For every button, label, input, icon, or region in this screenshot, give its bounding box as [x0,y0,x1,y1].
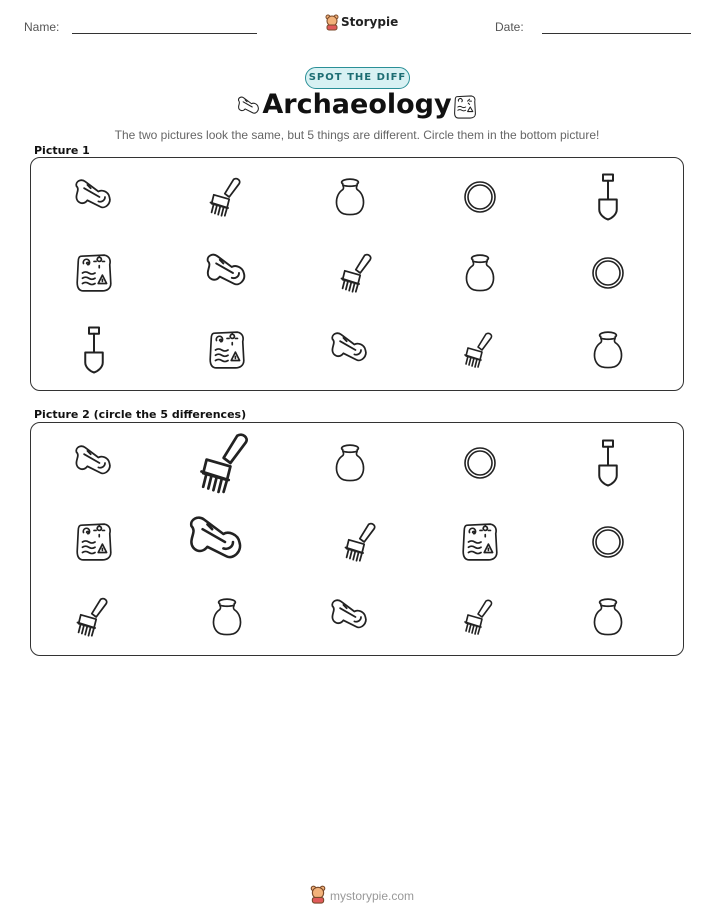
pot-icon[interactable] [587,596,629,638]
shovel-icon[interactable] [583,438,633,488]
stone-tablet-icon[interactable] [459,521,501,563]
pot-icon [329,176,371,218]
instructions-text: The two pictures look the same, but 5 things are different. Circle them in the bottom picture! [114,128,600,142]
stone-tablet-icon[interactable] [73,521,115,563]
brush-icon[interactable] [460,597,500,637]
page-title: Archaeology [262,89,452,120]
footer-website[interactable]: mystorypie.com [330,889,415,903]
pot-icon [587,329,629,371]
pot-icon[interactable] [329,442,371,484]
bone-icon [203,249,251,297]
brush-icon [205,175,249,219]
coin-icon [588,253,628,293]
bone-icon [72,175,116,219]
brush-icon[interactable] [193,429,261,497]
name-label: Name: [24,20,60,34]
coin-icon [460,177,500,217]
bone-icon [328,328,372,372]
date-line[interactable] [542,33,691,34]
footer-bear-mascot-icon [310,885,326,903]
shovel-icon [583,172,633,222]
brush-icon [460,330,500,370]
picture-2-label: Picture 2 (circle the 5 differences) [34,408,247,421]
title-stone-tablet-icon [452,94,478,120]
name-line[interactable] [72,33,257,34]
coin-icon[interactable] [588,522,628,562]
bear-mascot-icon [325,14,339,30]
picture-1-label: Picture 1 [34,144,90,157]
brush-icon [336,251,380,295]
stone-tablet-icon [73,252,115,294]
spot-the-diff-badge: SPOT THE DIFF [305,67,410,89]
bone-icon[interactable] [328,595,372,639]
pot-icon [459,252,501,294]
shovel-icon [69,325,119,375]
brush-icon[interactable] [72,595,116,639]
title-bone-icon [236,94,262,120]
date-label: Date: [495,20,524,34]
bone-icon[interactable] [72,441,116,485]
coin-icon[interactable] [460,443,500,483]
pot-icon[interactable] [206,596,248,638]
brand-name: Storypie [341,15,399,29]
bone-icon[interactable] [185,510,249,574]
brush-icon[interactable] [340,520,384,564]
stone-tablet-icon [206,329,248,371]
